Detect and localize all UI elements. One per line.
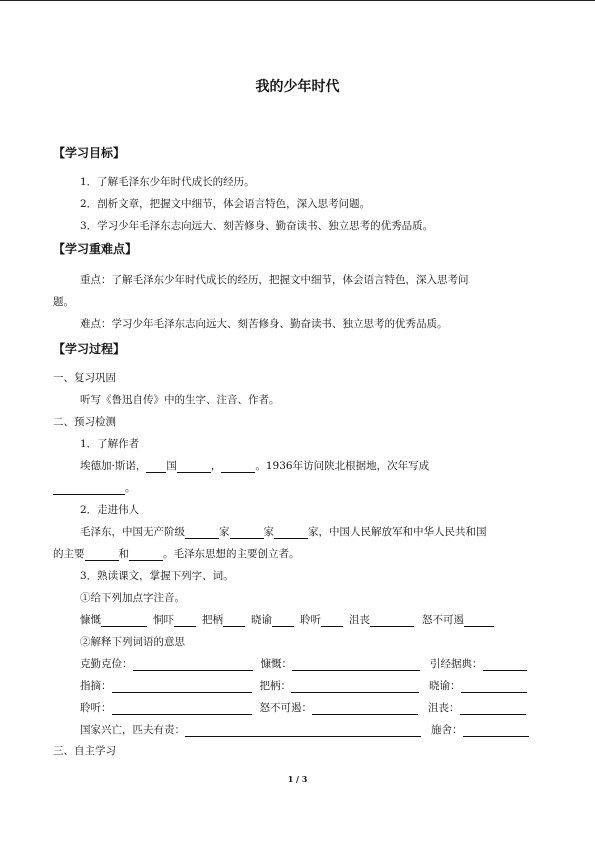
pinyin-blank[interactable] <box>370 615 414 627</box>
meaning-term: 施舍： <box>431 724 463 736</box>
meaning-row <box>80 679 527 693</box>
pinyin-blank[interactable] <box>321 615 343 627</box>
pinyin-blank[interactable] <box>272 615 294 627</box>
pinyin-word: 慷慨 <box>80 614 101 626</box>
figure-blank-3[interactable] <box>274 527 308 539</box>
process-heading: 【学习过程】 <box>53 342 126 356</box>
self-study-title: 三、自主学习 <box>53 745 116 757</box>
meaning-blank[interactable] <box>483 659 527 671</box>
figure-fill-line-2 <box>53 547 300 561</box>
pinyin-blank[interactable] <box>101 615 147 627</box>
meaning-row <box>80 657 527 671</box>
meaning-blank[interactable] <box>112 681 252 693</box>
figure-title: 2．走进伟人 <box>80 504 140 516</box>
pinyin-word: 怒不可遏 <box>422 614 464 626</box>
meaning-blank[interactable] <box>292 659 420 671</box>
read-title: 3．熟读课文，掌握下列字、词。 <box>80 570 234 582</box>
pinyin-blank[interactable] <box>464 615 494 627</box>
review-title: 一、复习巩固 <box>53 372 116 384</box>
figure-text-g: 。毛泽东思想的主要创立者。 <box>163 548 300 560</box>
meaning-term: 慷慨： <box>260 658 292 670</box>
meaning-blank[interactable] <box>291 681 419 693</box>
goal-item-3: 3．学习少年毛泽东志向远大、刻苦修身、勤奋读书、独立思考的优秀品质。 <box>80 220 434 232</box>
figure-text-f: 和 <box>118 548 129 560</box>
pinyin-word: 沮丧 <box>349 614 370 626</box>
figure-text-a: 毛泽东，中国无产阶级 <box>80 526 185 538</box>
page-number: 1 / 3 <box>287 774 308 784</box>
meaning-row <box>80 723 529 737</box>
meaning-blank[interactable] <box>185 725 421 737</box>
author-fill-line-2 <box>53 481 136 495</box>
author-blank-2[interactable] <box>177 461 211 473</box>
goal-item-1: 1．了解毛泽东少年时代成长的经历。 <box>80 176 255 188</box>
figure-text-c: 家 <box>263 526 274 538</box>
meaning-title: ②解释下列词语的意思 <box>80 636 185 648</box>
author-blank-4[interactable] <box>53 483 125 495</box>
pinyin-blank[interactable] <box>174 615 196 627</box>
meaning-term: 晓谕： <box>429 680 461 692</box>
pinyin-word: 聆听 <box>300 614 321 626</box>
meaning-term: 引经据典： <box>430 658 483 670</box>
preview-title: 二、预习检测 <box>53 416 116 428</box>
pinyin-word: 恫吓 <box>153 614 174 626</box>
key-point-line-2: 题。 <box>53 296 74 308</box>
author-text-d: 。1936年访问陕北根据地，次年写成 <box>255 460 430 472</box>
figure-blank-4[interactable] <box>85 549 119 561</box>
key-points-heading: 【学习重难点】 <box>53 242 138 256</box>
figure-blank-1[interactable] <box>185 527 219 539</box>
figure-blank-5[interactable] <box>129 549 163 561</box>
author-title: 1．了解作者 <box>80 438 140 450</box>
meaning-term: 指摘： <box>80 680 112 692</box>
review-text: 听写《鲁迅自传》中的生字、注音、作者。 <box>80 394 280 406</box>
figure-blank-2[interactable] <box>230 527 264 539</box>
page-title: 我的少年时代 <box>255 79 340 95</box>
author-fill-line <box>80 459 429 473</box>
meaning-row <box>80 701 526 715</box>
meaning-term: 克勤克俭： <box>80 658 133 670</box>
meaning-blank[interactable] <box>461 681 527 693</box>
figure-text-d: 家，中国人民解放军和中华人民共和国 <box>308 526 487 538</box>
author-text-a: 埃德加·斯诺， <box>80 460 147 472</box>
author-text-b: 国 <box>166 460 177 472</box>
pinyin-title: ①给下列加点字注音。 <box>80 592 185 604</box>
meaning-blank[interactable] <box>463 725 529 737</box>
meaning-blank[interactable] <box>460 703 526 715</box>
author-text-c: ， <box>210 460 222 472</box>
meaning-term: 聆听： <box>80 702 112 714</box>
meaning-term: 沮丧： <box>428 702 460 714</box>
page-top-border <box>0 0 595 1</box>
meaning-term: 怒不可遏： <box>259 702 312 714</box>
pinyin-row <box>80 613 494 627</box>
figure-fill-line <box>80 525 487 539</box>
author-blank-3[interactable] <box>221 461 255 473</box>
meaning-blank[interactable] <box>312 703 418 715</box>
meaning-blank[interactable] <box>112 703 252 715</box>
pinyin-word: 把柄 <box>202 614 223 626</box>
meaning-term: 国家兴亡，匹夫有责： <box>80 724 185 736</box>
meaning-term: 把柄： <box>259 680 291 692</box>
author-text-end: 。 <box>125 482 136 494</box>
pinyin-word: 晓谕 <box>251 614 272 626</box>
goal-item-2: 2．剖析文章，把握文中细节，体会语言特色，深入思考问题。 <box>80 198 371 210</box>
author-blank-1[interactable] <box>146 461 166 473</box>
difficulty-line: 难点：学习少年毛泽东志向远大、刻苦修身、勤奋读书、独立思考的优秀品质。 <box>80 318 448 330</box>
key-point-line-1: 重点：了解毛泽东少年时代成长的经历，把握文中细节，体会语言特色，深入思考问 <box>80 274 469 286</box>
goals-heading: 【学习目标】 <box>53 146 126 160</box>
meaning-blank[interactable] <box>133 659 253 671</box>
figure-text-b: 家 <box>219 526 230 538</box>
figure-text-e: 的主要 <box>53 548 85 560</box>
pinyin-blank[interactable] <box>223 615 245 627</box>
